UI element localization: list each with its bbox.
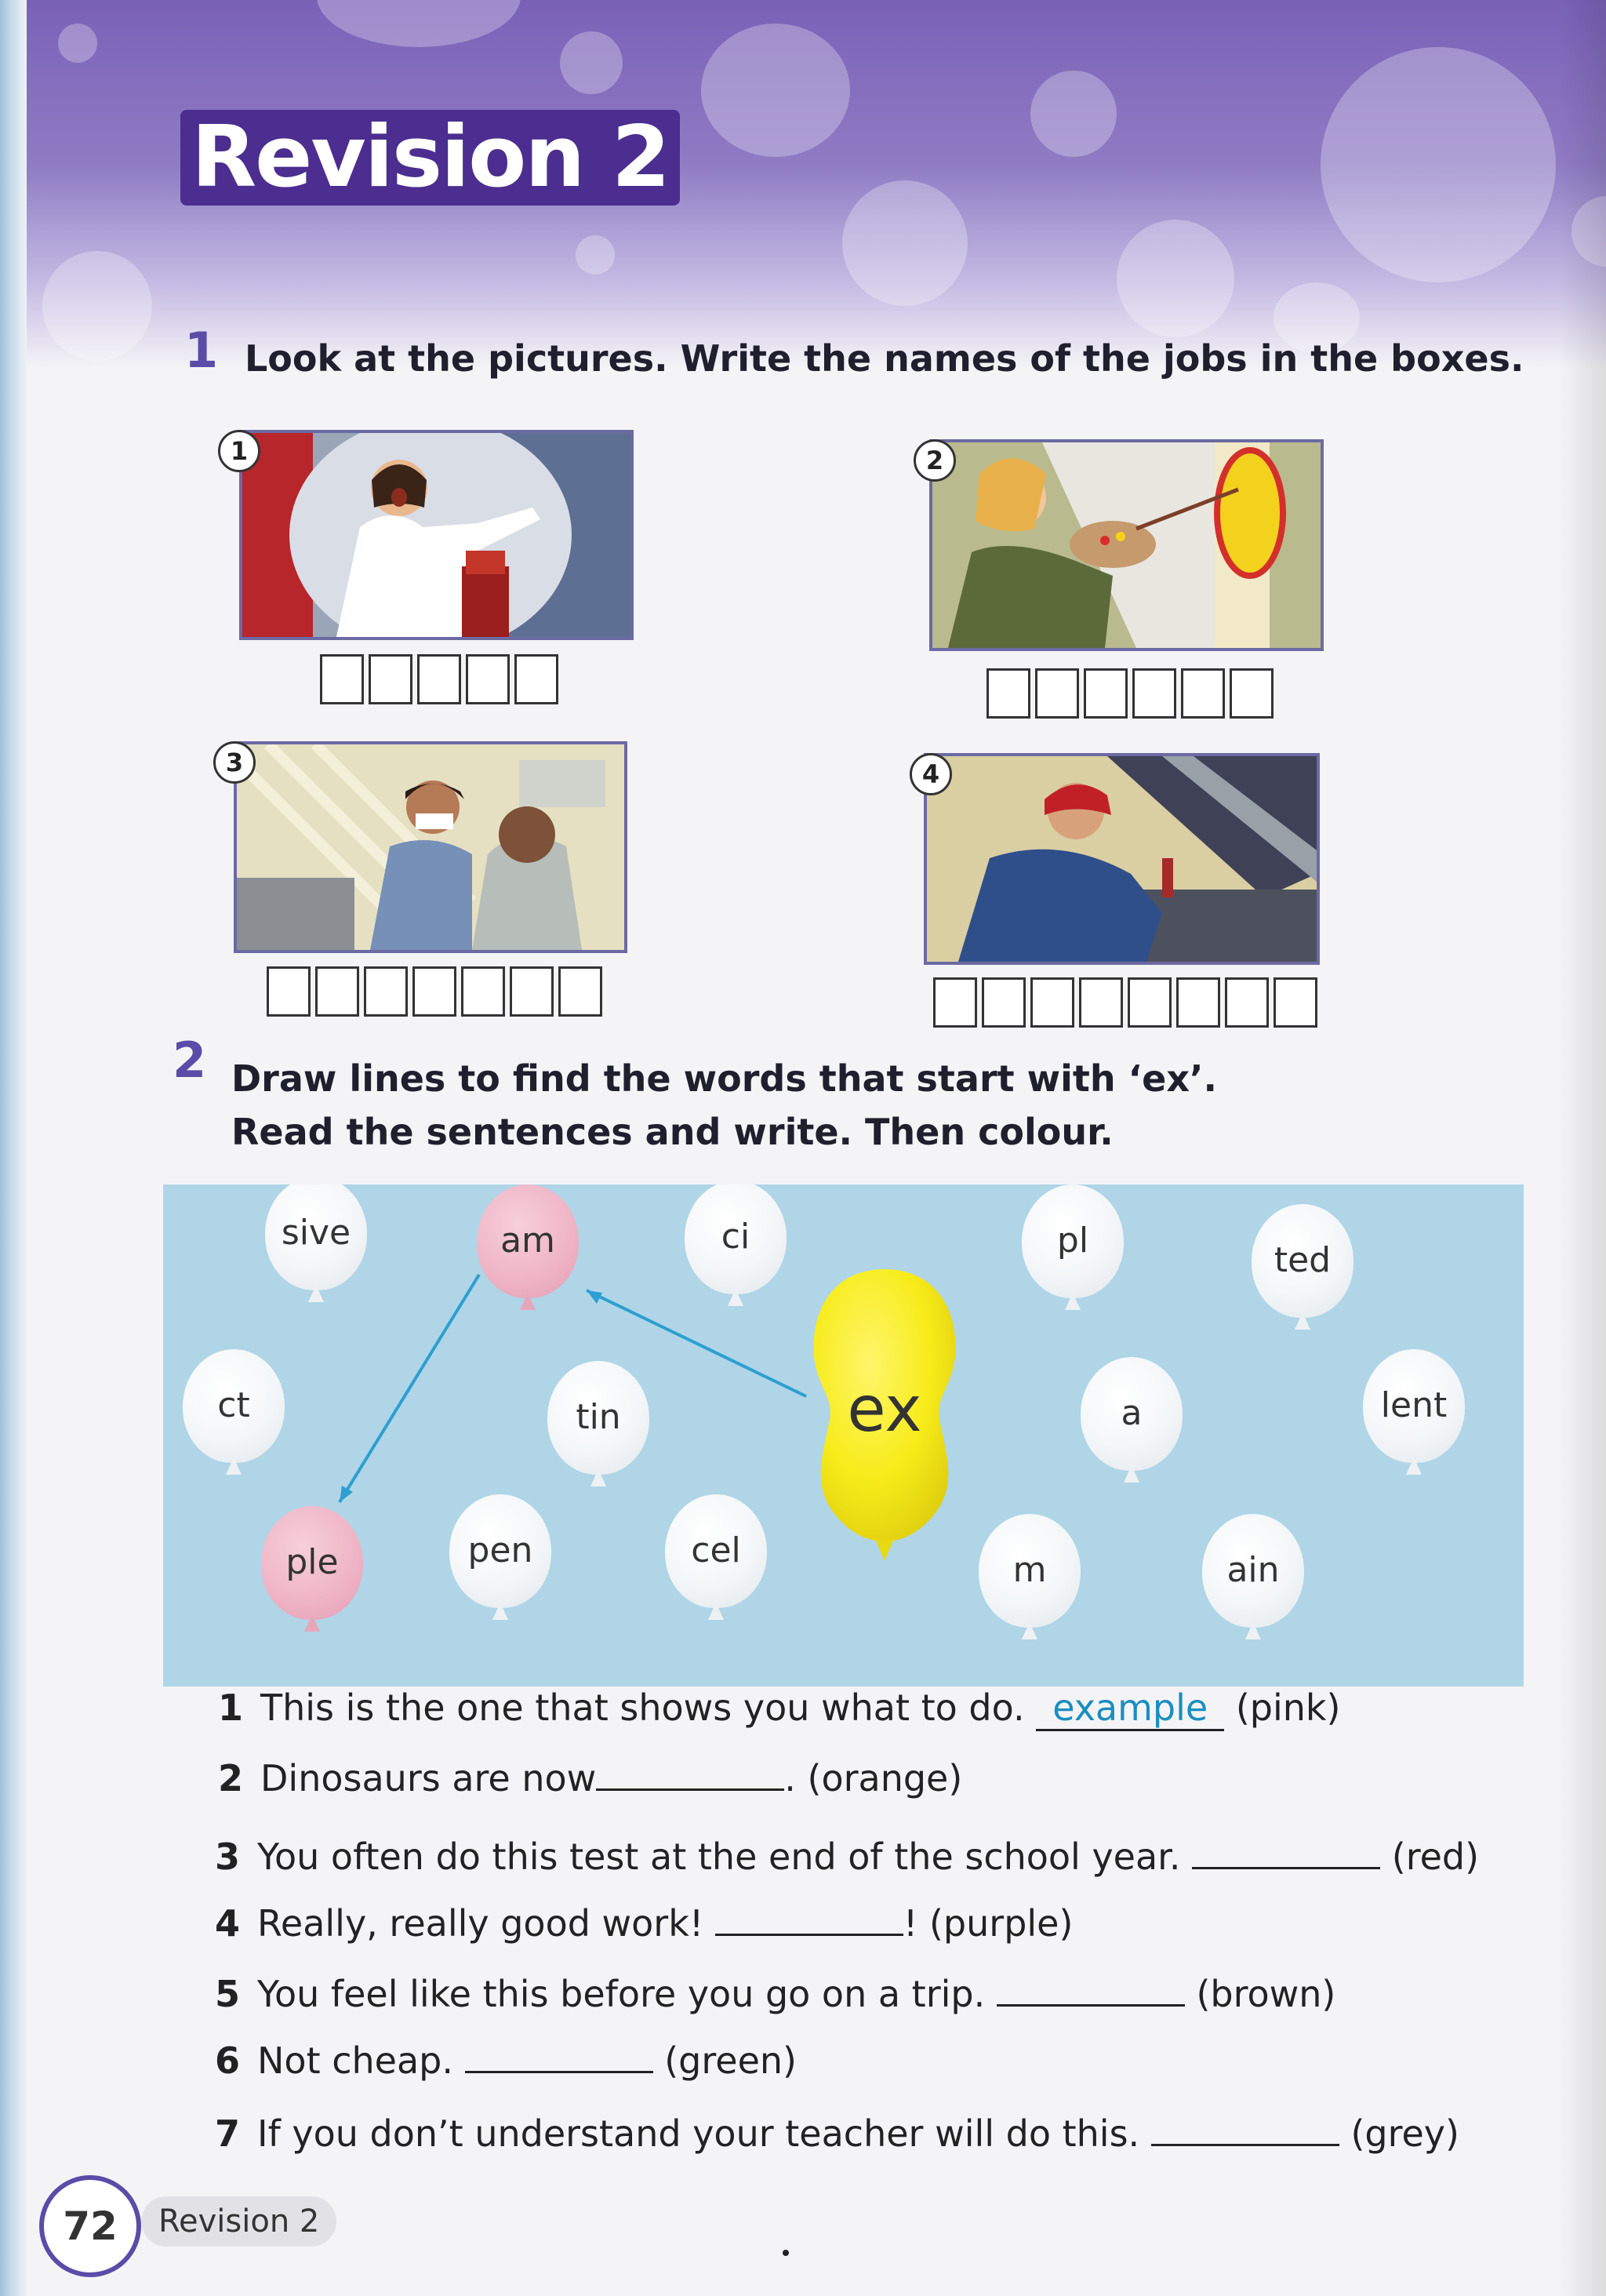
balloon-ex[interactable]: ex	[802, 1263, 967, 1569]
balloon-tin[interactable]: tin	[547, 1361, 649, 1486]
sentence-4-answer[interactable]	[715, 1902, 903, 1936]
picture-opera-singer	[239, 430, 634, 640]
balloon-pen[interactable]: pen	[449, 1494, 551, 1620]
balloon-ple[interactable]: ple	[261, 1506, 363, 1632]
sentence-5-answer[interactable]	[997, 1973, 1185, 2007]
sentence-3-answer[interactable]	[1192, 1836, 1380, 1869]
print-dot	[783, 2250, 789, 2256]
balloon-ted[interactable]: ted	[1252, 1204, 1353, 1330]
balloon-pl[interactable]: pl	[1022, 1184, 1124, 1310]
picture-painter	[929, 439, 1324, 651]
footer-section-label: Revision 2	[141, 2196, 336, 2247]
answer-boxes-4[interactable]	[933, 977, 1317, 1028]
sentence-7: 7 If you don’t understand your teacher will do this. (grey)	[215, 2112, 1459, 2155]
sentence-2: 2 Dinosaurs are now . (orange)	[218, 1757, 963, 1799]
sentence-3: 3 You often do this test at the end of the school year. (red)	[215, 1836, 1480, 1878]
sentence-5: 5 You feel like this before you go on a trip. (brown)	[215, 1973, 1336, 2015]
picture-4-number: 4	[910, 753, 952, 795]
balloon-a[interactable]: a	[1081, 1357, 1183, 1483]
exercise-2-instruction-line1: Draw lines to find the words that start with ‘ex’.	[231, 1057, 1217, 1100]
balloon-sive[interactable]: sive	[265, 1184, 367, 1302]
book-spine	[0, 0, 27, 2296]
page-title: Revision 2	[180, 110, 680, 206]
exercise-2-number: 2	[173, 1032, 207, 1089]
picture-mechanic	[924, 753, 1320, 965]
balloon-ain[interactable]: ain	[1202, 1514, 1304, 1639]
sentence-1-answer[interactable]: example	[1036, 1687, 1224, 1731]
sentence-2-answer[interactable]	[596, 1757, 784, 1791]
exercise-2-instruction-line2: Read the sentences and write. Then colour.	[231, 1111, 1114, 1153]
answer-boxes-1[interactable]	[320, 654, 558, 704]
page-number: 72	[39, 2175, 141, 2277]
picture-2-number: 2	[914, 439, 956, 482]
picture-dentist	[234, 741, 627, 953]
balloon-panel	[163, 1184, 1524, 1687]
picture-3-number: 3	[213, 741, 256, 784]
balloon-cel[interactable]: cel	[665, 1494, 767, 1620]
sentence-7-answer[interactable]	[1151, 2112, 1339, 2146]
sentence-1: 1 This is the one that shows you what to do. example (pink)	[218, 1687, 1341, 1731]
exercise-1-number: 1	[184, 322, 219, 379]
balloon-am[interactable]: am	[477, 1184, 579, 1310]
sentence-6: 6 Not cheap. (green)	[215, 2039, 797, 2082]
answer-boxes-2[interactable]	[986, 668, 1274, 719]
balloon-ct[interactable]: ct	[183, 1349, 285, 1475]
balloon-ci[interactable]: ci	[685, 1184, 787, 1306]
picture-1-number: 1	[218, 430, 260, 472]
sentence-4: 4 Really, really good work! ! (purple)	[215, 1902, 1074, 1945]
balloon-m[interactable]: m	[979, 1514, 1081, 1639]
exercise-1-instruction: Look at the pictures. Write the names of the jobs in the boxes.	[245, 337, 1524, 380]
balloon-lent[interactable]: lent	[1363, 1349, 1465, 1475]
page-edge-shadow	[1559, 0, 1606, 2296]
sentence-6-answer[interactable]	[465, 2039, 653, 2073]
answer-boxes-3[interactable]	[267, 966, 602, 1017]
